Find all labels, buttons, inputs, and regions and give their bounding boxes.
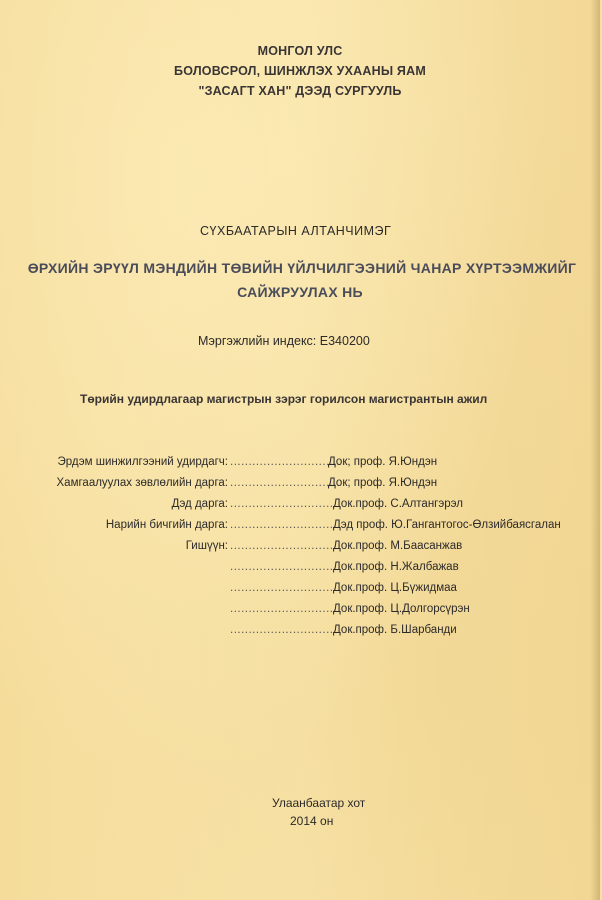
committee-dots: ............................ [230, 624, 334, 636]
footer-city: Улаанбаатар хот [272, 796, 366, 810]
degree-statement: Төрийн удирдлагаар магистрын зэрэг горилсон магистрантын ажил [80, 392, 488, 406]
committee-member-name: Док.проф. Ц.Бүжидмаа [333, 582, 457, 594]
committee-dots: ............................ [230, 561, 334, 573]
committee-member-name: Док.проф. С.Алтангэрэл [333, 498, 463, 510]
committee-role: Дэд дарга: [171, 498, 228, 510]
page-edge-shadow [590, 0, 600, 900]
institution-school: "ЗАСАГТ ХАН" ДЭЭД СУРГУУЛЬ [198, 84, 402, 98]
committee-member-name: Док.проф. М.Баасанжав [333, 540, 463, 552]
institution-country: МОНГОЛ УЛС [257, 44, 343, 58]
thesis-title-line-1: ӨРХИЙН ЭРҮҮЛ МЭНДИЙН ТӨВИЙН ҮЙЛЧИЛГЭЭНИЙ ЧАНАР ХҮРТЭЭМЖИЙГ [27, 260, 577, 276]
committee-member-name: Док.проф. Ц.Долгорсүрэн [333, 603, 470, 615]
committee-dots: ............................ [230, 519, 334, 531]
author-name: СҮХБААТАРЫН АЛТАНЧИМЭГ [200, 224, 392, 238]
specialty-index: Мэргэжлийн индекс: Е340200 [198, 334, 370, 348]
committee-dots: ............................ [230, 498, 334, 510]
committee-role: Нарийн бичгийн дарга: [105, 519, 228, 531]
committee-role: Хамгаалуулах зөвлөлийн дарга: [56, 477, 228, 489]
committee-dots: ............................ [230, 603, 334, 615]
thesis-title-line-2: САЙЖРУУЛАХ НЬ [237, 284, 363, 300]
institution-ministry: БОЛОВСРОЛ, ШИНЖЛЭХ УХААНЫ ЯАМ [174, 64, 426, 78]
committee-dots: ............................ [230, 582, 334, 594]
committee-dots: .............................. [230, 456, 341, 468]
committee-member-name: Док; проф. Я.Юндэн [328, 477, 438, 489]
footer-year: 2014 он [290, 814, 334, 828]
committee-dots: .............................. [230, 477, 341, 489]
committee-member-name: Док; проф. Я.Юндэн [328, 456, 438, 468]
committee-member-name: Док.проф. Б.Шарбанди [333, 624, 457, 636]
committee-role: Эрдэм шинжилгээний удирдагч: [57, 456, 228, 468]
committee-dots: ............................ [230, 540, 334, 552]
committee-role: Гишүүн: [185, 540, 228, 552]
committee-member-name: Дэд проф. Ю.Гангантогос-Өлзийбаясгалан [333, 519, 561, 531]
committee-member-name: Док.проф. Н.Жалбажав [333, 561, 459, 573]
